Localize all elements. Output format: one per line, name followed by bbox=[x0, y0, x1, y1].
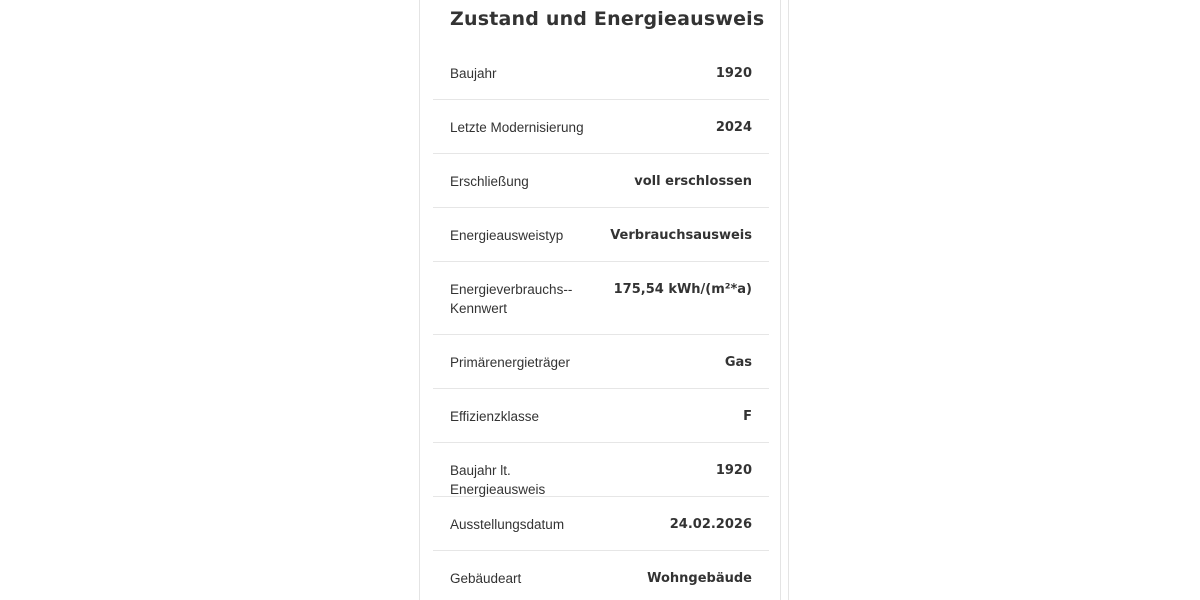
detail-value: 1920 bbox=[715, 463, 752, 478]
details-list bbox=[433, 46, 769, 600]
detail-row-primaerenergietraeger bbox=[433, 335, 769, 389]
detail-label: Gebäudeart bbox=[450, 571, 522, 586]
detail-row-baujahr-energieausweis bbox=[433, 443, 769, 497]
detail-label: Baujahr bbox=[450, 66, 497, 81]
divider-line bbox=[788, 0, 789, 600]
detail-value: 24.02.2026 bbox=[669, 517, 752, 532]
detail-row-erschliessung bbox=[433, 154, 769, 208]
detail-label: Ausstellungsdatum bbox=[450, 517, 565, 532]
detail-row-baujahr bbox=[433, 46, 769, 100]
detail-row-effizienzklasse bbox=[433, 389, 769, 443]
detail-value: Verbrauchsausweis bbox=[610, 228, 752, 243]
detail-label: Letzte Modernisierung bbox=[450, 120, 584, 135]
detail-value: Wohngebäude bbox=[647, 571, 752, 586]
detail-row-gebaeudeart bbox=[433, 551, 769, 600]
detail-label: Effizienzklasse bbox=[450, 409, 540, 424]
property-details-card bbox=[419, 0, 781, 600]
detail-value: voll erschlossen bbox=[634, 174, 752, 189]
detail-value: 1920 bbox=[715, 66, 752, 81]
detail-value: Gas bbox=[724, 355, 752, 370]
detail-value: 175,54 kWh/(m²*a) bbox=[613, 282, 752, 297]
detail-row-letzte-modernisierung bbox=[433, 100, 769, 154]
detail-label: Erschließung bbox=[450, 174, 529, 189]
detail-row-ausstellungsdatum bbox=[433, 497, 769, 551]
detail-value: F bbox=[743, 409, 752, 424]
detail-label: Energieverbrauchs-Kennwert bbox=[450, 282, 573, 316]
detail-label: Primärenergieträger bbox=[450, 355, 571, 370]
detail-label: Baujahr lt. Energieausweis bbox=[450, 463, 546, 497]
detail-value: 2024 bbox=[715, 120, 752, 135]
section-title: Zustand und Energieausweis bbox=[450, 8, 765, 30]
detail-row-energieausweistyp bbox=[433, 208, 769, 262]
detail-label: Energieausweistyp bbox=[450, 228, 564, 243]
detail-row-energieverbrauchskennwert bbox=[433, 262, 769, 335]
